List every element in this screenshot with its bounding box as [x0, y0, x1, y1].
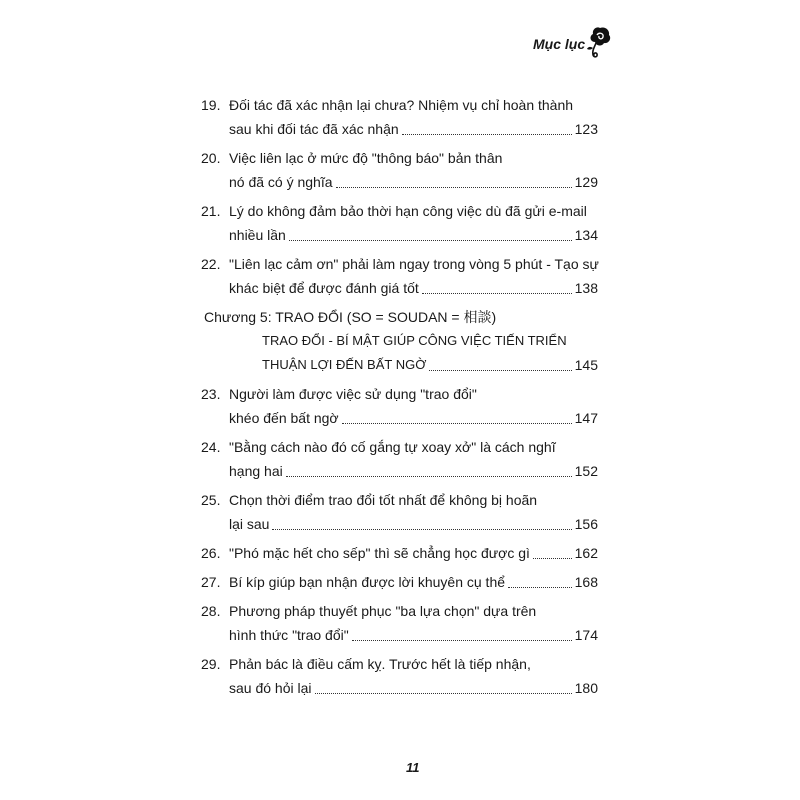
entry-first-line — [201, 146, 598, 170]
entry-title: Chọn thời điểm trao đổi tốt nhất để không bị hoãn — [229, 492, 538, 508]
entry-title: Bí kíp giúp bạn nhận được lời khuyên cụ thể — [229, 574, 506, 590]
entry-last-line — [201, 623, 598, 647]
entry-line — [201, 541, 598, 565]
entry-page-number: 152 — [574, 463, 598, 479]
entry-title-continued: nó đã có ý nghĩa — [229, 174, 333, 190]
entry-number: 28. — [201, 603, 221, 619]
dot-leader — [342, 423, 572, 424]
entry-page-number: 138 — [574, 280, 598, 296]
dot-leader — [289, 240, 572, 241]
entry-number: 21. — [201, 203, 221, 219]
dot-leader — [336, 187, 572, 188]
entry-first-line — [201, 252, 598, 276]
toc-entry — [201, 541, 598, 565]
toc-entry — [201, 382, 598, 430]
entry-number: 25. — [201, 492, 221, 508]
entry-title-continued: sau đó hỏi lại — [229, 680, 312, 696]
entry-number: 27. — [201, 574, 221, 590]
entry-number: 26. — [201, 545, 221, 561]
entry-title: Phản bác là điều cấm kỵ. Trước hết là tiếp nhận, — [229, 656, 531, 672]
entry-line — [201, 570, 598, 594]
entry-title: Người làm được việc sử dụng "trao đổi" — [229, 386, 477, 402]
entry-page-number: 174 — [574, 627, 598, 643]
entry-first-line — [201, 435, 598, 459]
toc-entry — [201, 435, 598, 483]
entry-last-line — [201, 117, 598, 141]
page-header — [533, 33, 614, 60]
entry-title: "Liên lạc cảm ơn" phải làm ngay trong vòng 5 phút - Tạo sự — [229, 256, 599, 272]
toc-entry — [201, 570, 598, 594]
entry-page-number: 147 — [574, 410, 598, 426]
chapter-second-line — [201, 329, 598, 353]
page-title: Mục lục — [533, 36, 586, 52]
table-of-contents — [201, 93, 598, 705]
dot-leader — [315, 693, 572, 694]
entry-title: "Phó mặc hết cho sếp" thì sẽ chẳng học được gì — [229, 545, 530, 561]
flower-icon — [586, 24, 614, 60]
dot-leader — [429, 370, 571, 371]
entry-title-continued: hình thức "trao đổi" — [229, 627, 349, 643]
entry-number: 19. — [201, 97, 221, 113]
chapter-heading — [201, 305, 598, 377]
entry-first-line — [201, 599, 598, 623]
entry-title: Đối tác đã xác nhận lại chưa? Nhiệm vụ chỉ hoàn thành — [229, 97, 574, 113]
entry-title-continued: khéo đến bất ngờ — [229, 410, 339, 426]
entry-first-line — [201, 199, 598, 223]
page-number: 11 — [406, 760, 420, 775]
entry-page-number: 129 — [574, 174, 598, 190]
entry-first-line — [201, 488, 598, 512]
entry-last-line — [201, 170, 598, 194]
entry-page-number: 134 — [574, 227, 598, 243]
entry-title-continued: lại sau — [229, 516, 270, 532]
dot-leader — [352, 640, 572, 641]
toc-entry — [201, 488, 598, 536]
entry-last-line — [201, 459, 598, 483]
dot-leader — [533, 558, 572, 559]
entry-page-number: 168 — [574, 574, 598, 590]
entry-number: 29. — [201, 656, 221, 672]
entry-title: Phương pháp thuyết phục "ba lựa chọn" dựa trên — [229, 603, 537, 619]
dot-leader — [272, 529, 571, 530]
entry-title: Việc liên lạc ở mức độ "thông báo" bản thân — [229, 150, 503, 166]
toc-entry — [201, 599, 598, 647]
chapter-subtitle-continued: THUẬN LỢI ĐẾN BẤT NGỜ — [262, 357, 427, 372]
dot-leader — [422, 293, 572, 294]
entry-page-number: 156 — [574, 516, 598, 532]
entry-last-line — [201, 676, 598, 700]
entry-page-number: 123 — [574, 121, 598, 137]
dot-leader — [402, 134, 572, 135]
entry-title: Lý do không đảm bảo thời hạn công việc dù đã gửi e-mail — [229, 203, 587, 219]
entry-number: 20. — [201, 150, 221, 166]
entry-last-line — [201, 223, 598, 247]
entry-title-continued: khác biệt để được đánh giá tốt — [229, 280, 419, 296]
toc-entry — [201, 93, 598, 141]
toc-entry — [201, 252, 598, 300]
toc-entry — [201, 199, 598, 247]
entry-title-continued: hạng hai — [229, 463, 283, 479]
chapter-subtitle: TRAO ĐỔI - BÍ MẬT GIÚP CÔNG VIỆC TIẾN TRIỂN — [262, 333, 567, 348]
dot-leader — [508, 587, 572, 588]
entry-page-number: 162 — [574, 545, 598, 561]
entry-page-number: 180 — [574, 680, 598, 696]
entry-first-line — [201, 382, 598, 406]
chapter-title: Chương 5: TRAO ĐỔI (SO = SOUDAN = 相談) — [204, 309, 497, 325]
entry-first-line — [201, 652, 598, 676]
entry-last-line — [201, 512, 598, 536]
toc-entry — [201, 146, 598, 194]
entry-number: 22. — [201, 256, 221, 272]
entry-number: 24. — [201, 439, 221, 455]
entry-first-line — [201, 93, 598, 117]
chapter-page-number: 145 — [574, 357, 598, 373]
entry-last-line — [201, 406, 598, 430]
entry-title: "Bằng cách nào đó cố gắng tự xoay xở" là cách nghĩ — [229, 439, 556, 455]
entry-title-continued: nhiều lần — [229, 227, 286, 243]
dot-leader — [286, 476, 572, 477]
chapter-last-line — [201, 353, 598, 377]
entry-number: 23. — [201, 386, 221, 402]
toc-entry — [201, 652, 598, 700]
entry-title-continued: sau khi đối tác đã xác nhận — [229, 121, 399, 137]
entry-last-line — [201, 276, 598, 300]
chapter-first-line — [201, 305, 598, 329]
